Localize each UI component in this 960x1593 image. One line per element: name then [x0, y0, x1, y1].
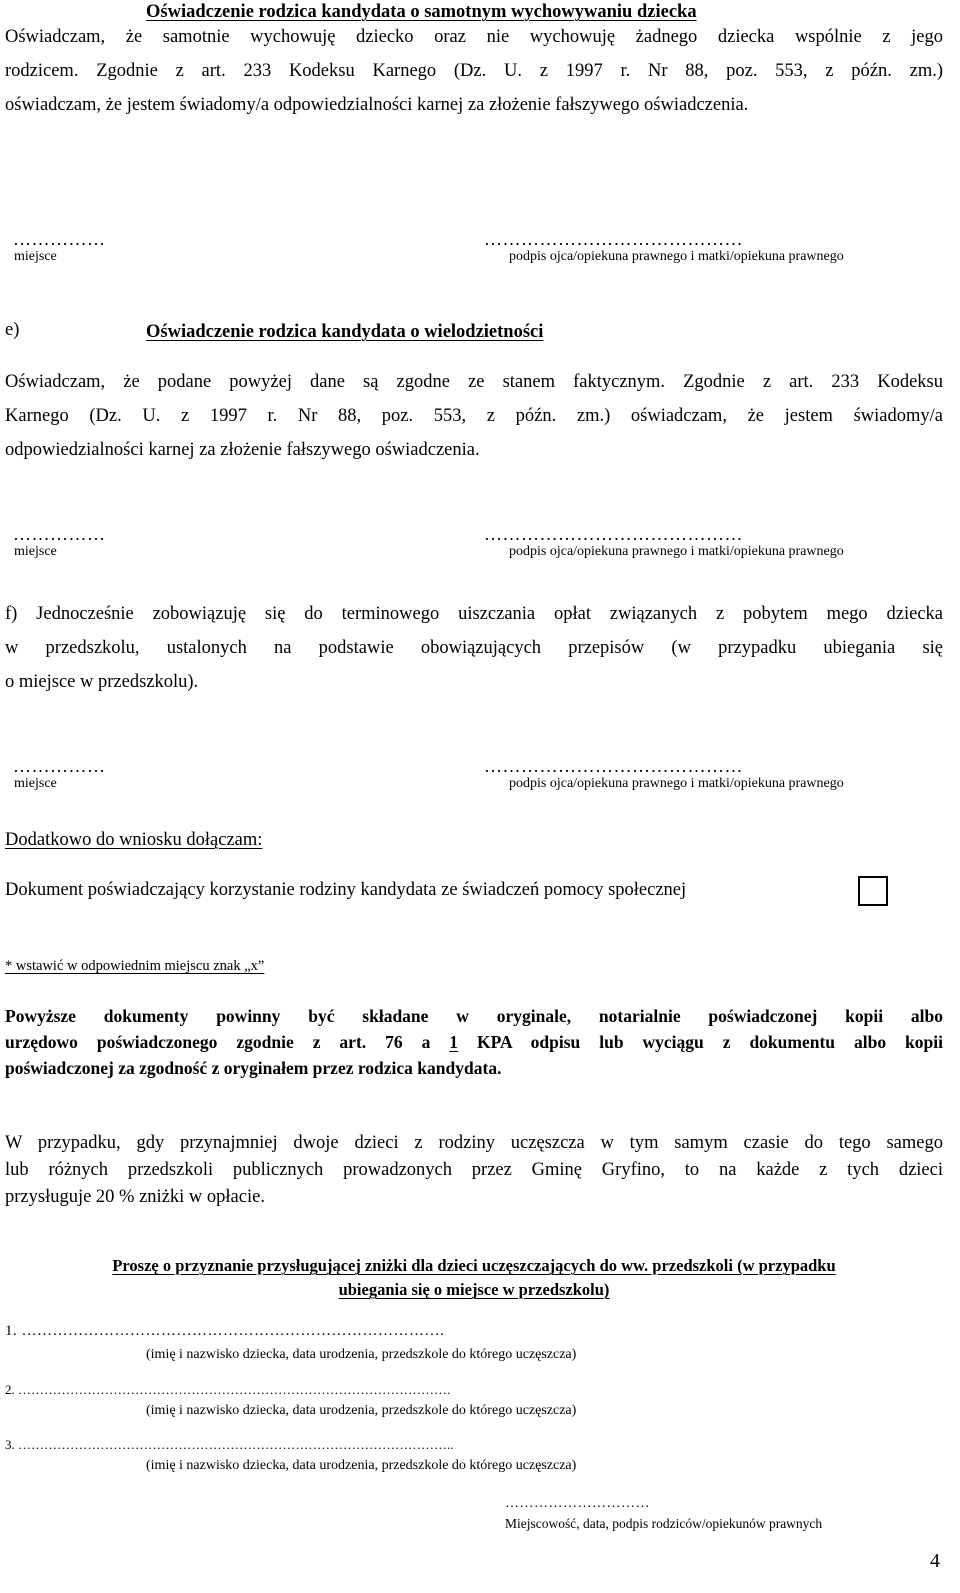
discount-info: [5, 1130, 943, 1211]
documents-note-line: urzędowo poświadczonego zgodnie z art. 76 a 1 KPA odpisu lub wyciągu z dokumentu albo kopii: [5, 1032, 943, 1052]
discount-request-line: ubiegania się o miejsce w przedszkolu): [338, 1280, 610, 1299]
section-e-line: Oświadczam, że podane powyżej dane są zgodne ze stanem faktycznym. Zgodnie z art. 233 Kodeksu: [5, 372, 943, 392]
child-entry-label: (imię i nazwisko dziecka, data urodzenia, przedszkole do którego uczęszcza): [146, 1403, 577, 1418]
section-f-line: o miejsce w przedszkolu).: [5, 672, 199, 692]
place-dotted-line[interactable]: ……………: [13, 756, 106, 776]
section-f-text: [5, 597, 943, 699]
signature-label: podpis ojca/opiekuna prawnego i matki/opiekuna prawnego: [509, 249, 844, 264]
child-entry: [5, 1437, 454, 1453]
section-e-line: odpowiedzialności karnej za złożenie fałszywego oświadczenia.: [5, 440, 480, 460]
section-d-text: [5, 20, 943, 122]
child-entry: [5, 1323, 444, 1340]
section-f-line: w przedszkolu, ustalonych na podstawie obowiązujących przepisów (w przypadku ubiegania się: [5, 638, 943, 658]
section-d-line: Oświadczam, że samotnie wychowuję dziecko oraz nie wychowuję żadnego dziecka wspólnie z jego: [5, 27, 943, 47]
place-dotted-line[interactable]: ……………: [13, 229, 106, 249]
place-label: miejsce: [14, 249, 57, 264]
child-entry-field[interactable]: 3. ………………………………………………………………………………………..: [5, 1437, 454, 1452]
section-e-heading: Oświadczenie rodzica kandydata o wielodzietności: [146, 322, 544, 342]
documents-note: [5, 1003, 943, 1081]
final-signature-dotted-line[interactable]: …………………………: [505, 1496, 650, 1511]
discount-request-line: Proszę o przyznanie przysługującej zniżki dla dzieci uczęszczających do ww. przedszkoli (w przypadku: [112, 1256, 836, 1275]
section-d-heading: Oświadczenie rodzica kandydata o samotnym wychowywaniu dziecka: [146, 2, 697, 22]
page-number: 4: [930, 1550, 940, 1572]
signature-label: podpis ojca/opiekuna prawnego i matki/opiekuna prawnego: [509, 776, 844, 791]
mark-instruction-note: * wstawić w odpowiednim miejscu znak „x”: [5, 958, 265, 974]
discount-request-heading: [0, 1254, 948, 1302]
final-signature-label: Miejscowość, data, podpis rodziców/opiekunów prawnych: [505, 1516, 823, 1531]
attachment-checkbox[interactable]: [858, 876, 888, 906]
discount-info-line: lub różnych przedszkoli publicznych prowadzonych przez Gminę Gryfino, to na każde z tych dzieci: [5, 1160, 943, 1180]
signature-dotted-line[interactable]: ……………………………………: [484, 524, 743, 544]
section-d-line: rodzicem. Zgodnie z art. 233 Kodeksu Karnego (Dz. U. z 1997 r. Nr 88, poz. 553, z późn. zm.): [5, 61, 943, 81]
section-f-line: f) Jednocześnie zobowiązuję się do terminowego uiszczania opłat związanych z pobytem mego dziecka: [5, 604, 943, 624]
signature-label: podpis ojca/opiekuna prawnego i matki/opiekuna prawnego: [509, 544, 844, 559]
child-entry-field[interactable]: 2. ……………………………………………………………………………………….: [5, 1382, 451, 1397]
section-e-line: Karnego (Dz. U. z 1997 r. Nr 88, poz. 553, z późn. zm.) oświadczam, że jestem świadomy/a: [5, 406, 943, 426]
place-label: miejsce: [14, 776, 57, 791]
section-e-letter: e): [5, 320, 20, 340]
child-entry-label: (imię i nazwisko dziecka, data urodzenia, przedszkole do którego uczęszcza): [146, 1458, 577, 1473]
signature-dotted-line[interactable]: ……………………………………: [484, 756, 743, 776]
child-entry: [5, 1382, 450, 1398]
discount-info-line: W przypadku, gdy przynajmniej dwoje dzieci z rodziny uczęszcza w tym samym czasie do tego samego: [5, 1133, 943, 1153]
signature-dotted-line[interactable]: ……………………………………: [484, 229, 743, 249]
documents-note-line: poświadczonej za zgodność z oryginałem przez rodzica kandydata.: [5, 1058, 502, 1078]
attachments-heading: Dodatkowo do wniosku dołączam:: [5, 830, 263, 850]
child-entry-field[interactable]: 1. ……………………………………………………………………….: [5, 1323, 445, 1339]
section-e-text: [5, 365, 943, 467]
section-reference: 1: [449, 1032, 459, 1052]
discount-info-line: przysługuje 20 % zniżki w opłacie.: [5, 1187, 265, 1207]
place-label: miejsce: [14, 544, 57, 559]
child-entry-label: (imię i nazwisko dziecka, data urodzenia, przedszkole do którego uczęszcza): [146, 1347, 577, 1362]
documents-note-line: Powyższe dokumenty powinny być składane w oryginale, notarialnie poświadczonej kopii albo: [5, 1006, 943, 1026]
section-d-line: oświadczam, że jestem świadomy/a odpowiedzialności karnej za złożenie fałszywego oświadczenia.: [5, 95, 749, 115]
place-dotted-line[interactable]: ……………: [13, 524, 106, 544]
attachment-item-label: Dokument poświadczający korzystanie rodziny kandydata ze świadczeń pomocy społecznej: [5, 880, 687, 900]
